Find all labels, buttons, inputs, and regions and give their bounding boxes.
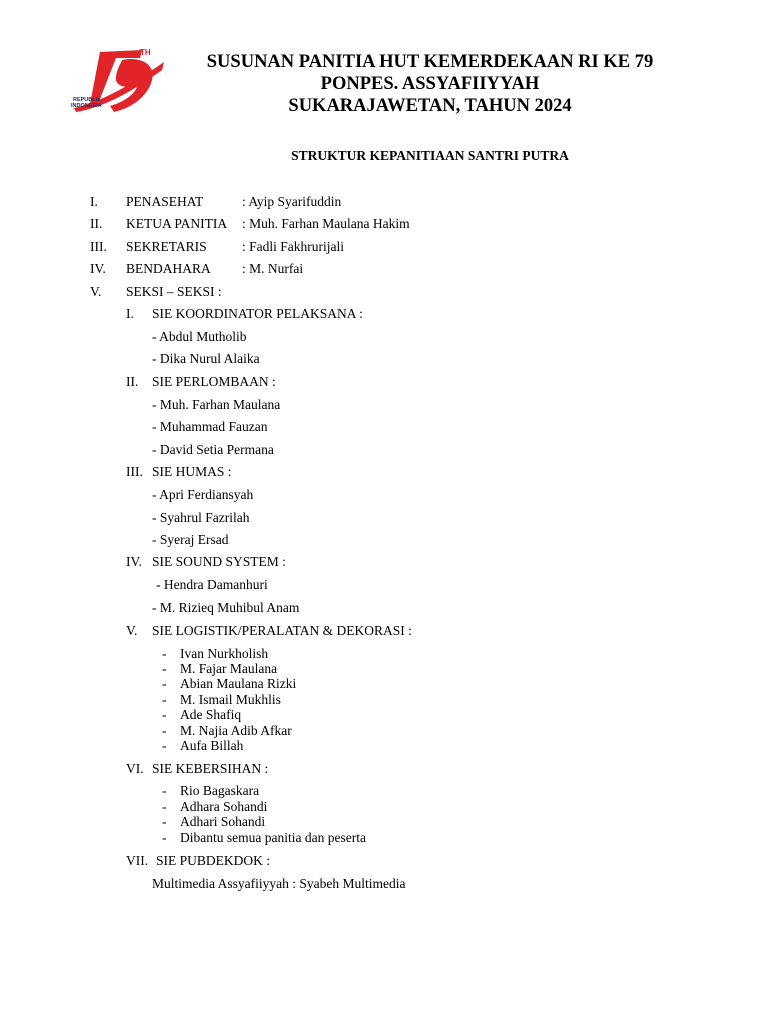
officer-num: II. [90,216,103,231]
member-name: Abian Maulana Rizki [180,676,297,691]
officer-role: PENASEHAT [126,194,204,209]
officer-role: KETUA PANITIA [126,216,228,231]
list-dash: - [162,661,167,676]
logo-indonesia-text: INDONESIA [71,103,102,109]
section-title: SIE LOGISTIK/PERALATAN & DEKORASI : [152,623,412,638]
section-num: IV. [126,554,142,569]
list-dash: - [162,814,167,829]
member-name: M. Fajar Maulana [180,661,278,676]
member-name: - Muhammad Fauzan [152,419,268,434]
section-title: SIE KOORDINATOR PELAKSANA : [152,306,363,321]
section-title: SIE PERLOMBAAN : [152,374,276,389]
officer-role: SEKRETARIS [126,239,207,254]
member-name: Adhara Sohandi [180,799,268,814]
member-name: Multimedia Assyafiiyyah : Syabeh Multimedia [152,876,406,891]
section-num: III. [126,464,143,479]
member-name: Dibantu semua panitia dan peserta [180,830,366,845]
section-title: SIE PUBDEKDOK : [156,853,271,868]
member-name: - M. Rizieq Muhibul Anam [152,600,300,615]
section-num: V. [126,623,138,638]
section-num: II. [126,374,139,389]
member-name: M. Ismail Mukhlis [180,692,281,707]
officer-name: : Ayip Syarifuddin [242,194,342,209]
member-name: - David Setia Permana [152,442,274,457]
officer-name: : M. Nurfai [242,261,304,276]
list-dash: - [162,799,167,814]
header-line-2: PONPES. ASSYAFIIYYAH [320,74,540,94]
section-title: SIE HUMAS : [152,464,232,479]
member-name: - Abdul Mutholib [152,329,247,344]
member-name: Ade Shafiq [180,707,242,722]
logo-th-text: TH [140,48,151,57]
member-name: - Dika Nurul Alaika [152,351,260,366]
officer-num: I. [90,194,98,209]
member-name: Aufa Billah [180,738,244,753]
member-name: Ivan Nurkholish [180,646,269,661]
member-name: M. Najia Adib Afkar [180,723,292,738]
member-name: - Hendra Damanhuri [156,577,268,592]
section-num: VI. [126,761,144,776]
list-dash: - [162,738,167,753]
list-dash: - [162,783,167,798]
section-num: VII. [126,853,149,868]
header-line-1: SUSUNAN PANITIA HUT KEMERDEKAAN RI KE 79 [206,52,654,72]
member-name: - Apri Ferdiansyah [152,487,254,502]
list-dash: - [162,723,167,738]
list-dash: - [162,646,167,661]
officer-num: IV. [90,261,106,276]
member-name: - Syeraj Ersad [152,532,229,547]
officer-name: : Muh. Farhan Maulana Hakim [242,216,410,231]
section-title: SIE SOUND SYSTEM : [152,554,286,569]
list-dash: - [162,830,167,845]
member-name: - Syahrul Fazrilah [152,510,250,525]
officer-name: : Fadli Fakhrurijali [242,239,344,254]
member-name: Adhari Sohandi [180,814,266,829]
list-dash: - [162,692,167,707]
member-name: - Muh. Farhan Maulana [152,397,281,412]
header-line-3: SUKARAJAWETAN, TAHUN 2024 [288,96,572,116]
member-name: Rio Bagaskara [180,783,260,798]
logo-republik-text: REPUBLIK [73,97,102,103]
list-dash: - [162,707,167,722]
list-dash: - [162,676,167,691]
section-num: I. [126,306,134,321]
officer-num: V. [90,284,102,299]
document-subtitle: STRUKTUR KEPANITIAAN SANTRI PUTRA [291,148,569,163]
officer-num: III. [90,239,107,254]
officer-role: SEKSI – SEKSI : [126,284,222,299]
officer-role: BENDAHARA [126,261,211,276]
section-title: SIE KEBERSIHAN : [152,761,269,776]
